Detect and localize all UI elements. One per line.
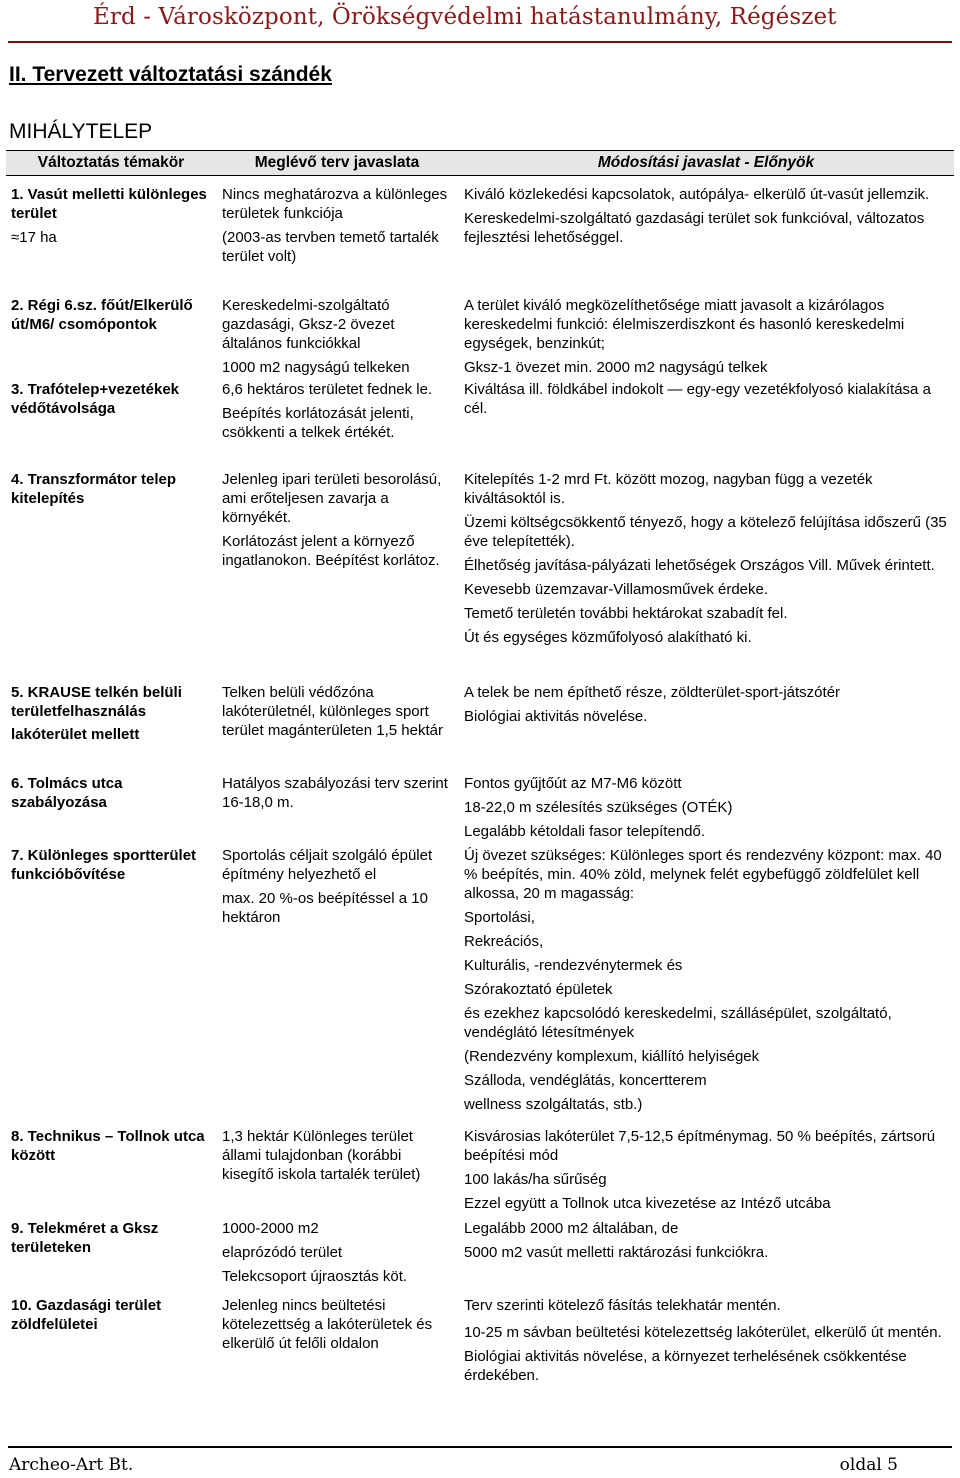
table-row: [6, 774, 954, 846]
proposal-text: A telek be nem építhető része, zöldterület-sport-játszótér: [464, 683, 841, 701]
proposal-text: Kiváltása ill. földkábel indokolt — egy-egy vezetékfolyosó kialakítása a cél.: [464, 380, 931, 417]
proposal-cell: [458, 470, 954, 683]
table-header-row: [6, 151, 954, 176]
topic-cell: [6, 1219, 216, 1296]
topic-text: 10. Gazdasági terület zöldfelületei: [11, 1296, 162, 1333]
proposal-text: Kereskedelmi-szolgáltató gazdasági terület sok funkcióval, változatos fejlesztési lehetőséggel.: [464, 210, 925, 246]
section-title: II. Tervezett változtatási szándék: [9, 63, 332, 86]
proposal-text: Szórakoztató épületek: [464, 980, 613, 998]
existing-text: elaprózódó terület: [222, 1243, 343, 1261]
page-number: oldal 5: [839, 1455, 898, 1475]
table-row: [6, 296, 954, 380]
table-row: [6, 176, 954, 296]
existing-cell: [216, 774, 458, 846]
proposal-cell: [458, 1219, 954, 1296]
existing-text: Jelenleg ipari területi besorolású, ami erőteljesen zavarja a környékét.: [222, 470, 442, 526]
proposal-text: Kulturális, -rendezvénytermek és: [464, 956, 683, 974]
col-header-topic: Változtatás témakör: [6, 151, 216, 176]
topic-text: 2. Régi 6.sz. főút/Elkerülő út/M6/ csomópontok: [11, 296, 193, 333]
existing-text: 6,6 hektáros területet fednek le.: [222, 380, 433, 398]
table-row: [6, 380, 954, 470]
existing-text: 1,3 hektár Különleges terület állami tulajdonban (korábbi kisegítő iskola tartalék terület): [222, 1127, 421, 1183]
existing-cell: [216, 1219, 458, 1296]
proposal-text: 5000 m2 vasút melletti raktározási funkciókra.: [464, 1243, 769, 1261]
table-row: [6, 1127, 954, 1219]
topic-text: 7. Különleges sportterület funkcióbővítése: [11, 846, 197, 883]
footer-company: Archeo-Art Bt.: [9, 1455, 134, 1475]
existing-text: Beépítés korlátozását jelenti, csökkenti a telkek értékét.: [222, 404, 414, 441]
proposal-text: Gksz-1 övezet min. 2000 m2 nagyságú telkek: [464, 358, 768, 376]
proposal-cell: [458, 296, 954, 380]
topic-text: 3. Trafótelep+vezetékek védőtávolsága: [11, 380, 180, 417]
topic-text: lakóterület mellett: [11, 725, 140, 743]
existing-text: Nincs meghatározva a különleges területek funkciója: [222, 186, 448, 222]
existing-cell: [216, 1127, 458, 1219]
existing-cell: [216, 380, 458, 470]
proposal-text: Biológiai aktivitás növelése.: [464, 707, 648, 725]
topic-text: 8. Technikus – Tollnok utca között: [11, 1127, 205, 1164]
existing-text: 1000 m2 nagyságú telkeken: [222, 358, 410, 376]
topic-cell: [6, 470, 216, 683]
existing-text: Hatályos szabályozási terv szerint 16-18,0 m.: [222, 774, 448, 811]
proposal-text: 10-25 m sávban beültetési kötelezettség lakóterület, elkerülő út mentén.: [464, 1323, 942, 1341]
footer-rule: [8, 1446, 952, 1448]
proposal-text: Legalább kétoldali fasor telepítendő.: [464, 822, 706, 840]
existing-text: Sportolás céljait szolgáló épület építmény helyezhető el: [222, 846, 433, 883]
proposal-text: Legalább 2000 m2 általában, de: [464, 1219, 679, 1237]
existing-cell: [216, 176, 458, 296]
proposal-text: (Rendezvény komplexum, kiállító helyiségek: [464, 1047, 760, 1065]
topic-cell: [6, 176, 216, 296]
document-title: Érd - Városközpont, Örökségvédelmi hatástanulmány, Régészet: [93, 4, 837, 30]
proposal-text: Élhetőség javítása-pályázati lehetőségek Országos Vill. Művek érintett.: [464, 556, 935, 574]
proposal-table: [6, 150, 954, 1426]
proposal-text: Fontos gyűjtőút az M7-M6 között: [464, 774, 682, 792]
proposal-text: Biológiai aktivitás növelése, a környezet terhelésének csökkentése érdekében.: [464, 1347, 907, 1384]
topic-text: 6. Tolmács utca szabályozása: [11, 774, 123, 811]
topic-cell: [6, 774, 216, 846]
proposal-text: Kiváló közlekedési kapcsolatok, autópálya- elkerülő út-vasút jellemzik.: [464, 186, 930, 203]
page-header: [0, 0, 960, 44]
proposal-text: A terület kiváló megközelíthetősége miatt javasolt a kizárólagos kereskedelmi funkció: élelmiszerdiszkont és hasonló kereskedelmi egységek, benzinkút;: [464, 296, 905, 352]
topic-text: 9. Telekméret a Gksz területeken: [11, 1219, 159, 1256]
existing-text: (2003-as tervben temető tartalék terület volt): [222, 229, 439, 265]
proposal-text: Ezzel együtt a Tollnok utca kivezetése az Intéző utcába: [464, 1194, 831, 1212]
existing-text: Telekcsoport újraosztás köt.: [222, 1267, 408, 1285]
proposal-text: 18-22,0 m szélesítés szükséges (OTÉK): [464, 798, 733, 816]
proposal-text: 100 lakás/ha sűrűség: [464, 1170, 607, 1188]
proposal-cell: [458, 846, 954, 1127]
proposal-text: wellness szolgáltatás, stb.): [464, 1095, 643, 1113]
proposal-text: Terv szerinti kötelező fásítás telekhatár mentén.: [464, 1296, 781, 1314]
table-row: [6, 846, 954, 1127]
table-row: [6, 1296, 954, 1426]
topic-text: 1. Vasút melletti különleges terület: [11, 186, 207, 222]
area-value: ≈17 ha: [11, 229, 57, 246]
existing-cell: [216, 846, 458, 1127]
existing-cell: [216, 1296, 458, 1426]
header-rule: [8, 41, 952, 43]
proposal-text: Új övezet szükséges: Különleges sport és rendezvény központ: max. 40 % beépítés, min. 40% zöld, melynek felét egybefüggő zöldfelület kell alkossa, 20 m magasság:: [464, 846, 942, 902]
col-header-proposal: Módosítási javaslat - Előnyök: [458, 151, 954, 176]
topic-text: 4. Transzformátor telep kitelepítés: [11, 470, 177, 507]
proposal-cell: [458, 1296, 954, 1426]
proposal-text: Út és egységes közműfolyosó alakítható ki.: [464, 628, 752, 646]
proposal-text: Szálloda, vendéglátás, koncertterem: [464, 1071, 707, 1089]
topic-cell: [6, 296, 216, 380]
topic-text: 5. KRAUSE telkén belüli területfelhasználás: [11, 683, 182, 720]
proposal-text: Kevesebb üzemzavar-Villamosművek érdeke.: [464, 580, 769, 598]
existing-text: max. 20 %-os beépítéssel a 10 hektáron: [222, 889, 428, 926]
proposal-text: Sportolási,: [464, 908, 535, 926]
proposal-cell: [458, 1127, 954, 1219]
table-row: [6, 683, 954, 774]
proposal-text: Üzemi költségcsökkentő tényező, hogy a kötelező felújítása időszerű (35 éve telepítették).: [464, 513, 947, 550]
existing-text: Jelenleg nincs beültetési kötelezettség a lakóterületek és elkerülő út felőli oldalon: [222, 1296, 433, 1352]
existing-cell: [216, 470, 458, 683]
section-subtitle: MIHÁLYTELEP: [9, 120, 153, 143]
proposal-cell: [458, 380, 954, 470]
existing-text: Telken belüli védőzóna lakóterületnél, különleges sport terület magánterületen 1,5 hektár: [222, 683, 443, 739]
table-row: [6, 1219, 954, 1296]
topic-cell: [6, 1296, 216, 1426]
proposal-text: Kitelepítés 1-2 mrd Ft. között mozog, nagyban függ a vezeték kiváltásoktól is.: [464, 470, 873, 507]
existing-cell: [216, 296, 458, 380]
topic-cell: [6, 846, 216, 1127]
topic-cell: [6, 1127, 216, 1219]
proposal-text: Kisvárosias lakóterület 7,5-12,5 építménymag. 50 % beépítés, zártsorú beépítési mód: [464, 1127, 936, 1164]
existing-text: Kereskedelmi-szolgáltató gazdasági, Gksz-2 övezet általános funkciókkal: [222, 296, 395, 352]
table-row: [6, 470, 954, 683]
existing-text: 1000-2000 m2: [222, 1219, 319, 1237]
proposal-text: Temető területén további hektárokat szabadít fel.: [464, 604, 788, 622]
proposal-text: Rekreációs,: [464, 932, 544, 950]
existing-cell: [216, 683, 458, 774]
topic-cell: [6, 683, 216, 774]
existing-text: Korlátozást jelent a környező ingatlanokon. Beépítést korlátoz.: [222, 532, 440, 569]
proposal-cell: [458, 176, 954, 296]
topic-cell: [6, 380, 216, 470]
proposal-cell: [458, 683, 954, 774]
col-header-existing: Meglévő terv javaslata: [216, 151, 458, 176]
proposal-text: és ezekhez kapcsolódó kereskedelmi, szállásépület, szolgáltató, vendéglátó létesítmények: [464, 1004, 892, 1041]
proposal-cell: [458, 774, 954, 846]
